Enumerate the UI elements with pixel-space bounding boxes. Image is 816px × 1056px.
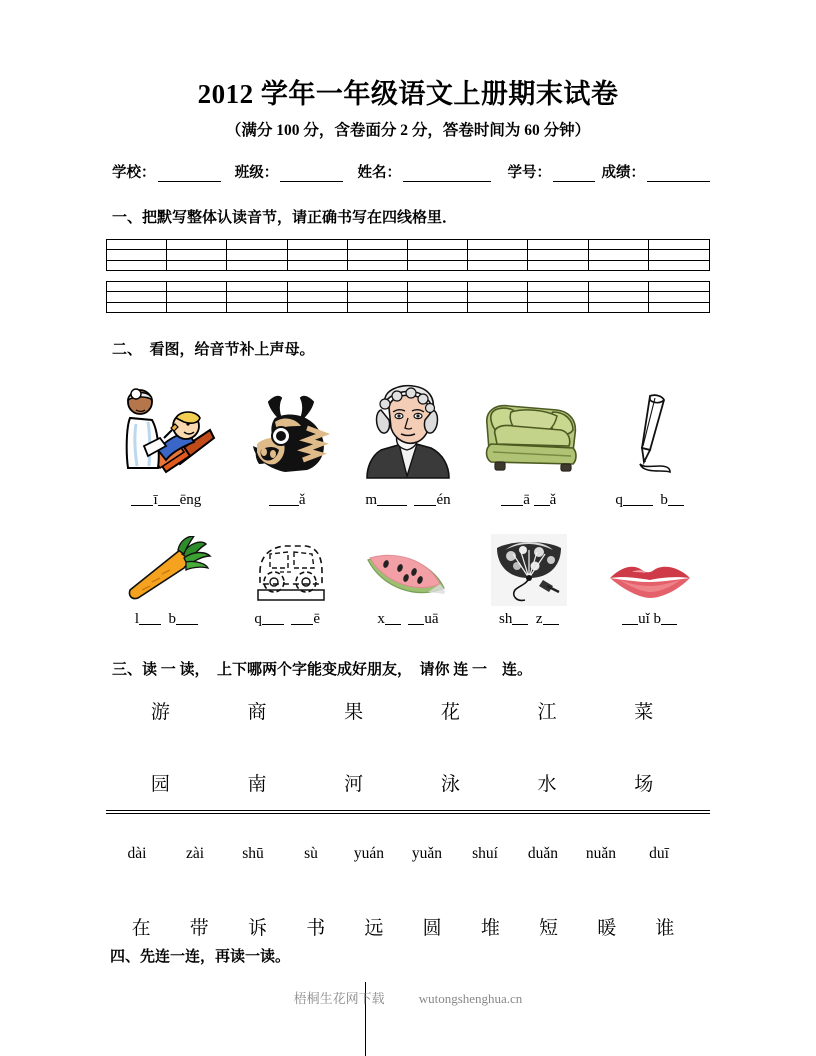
picture-cell bbox=[348, 530, 469, 606]
picture-cell bbox=[348, 382, 469, 480]
pinyin-item[interactable]: duǎn bbox=[527, 845, 559, 862]
grid-column[interactable] bbox=[107, 240, 167, 270]
pinyin-answer-7[interactable] bbox=[227, 611, 348, 628]
grid-line bbox=[528, 240, 587, 250]
grid-line bbox=[649, 261, 709, 270]
match-bottom-row bbox=[112, 769, 692, 796]
blank[interactable] bbox=[668, 492, 684, 506]
field-score-input[interactable] bbox=[647, 168, 710, 182]
pinyin-answer-5[interactable] bbox=[589, 492, 710, 509]
picture-row-1 bbox=[106, 382, 710, 480]
footer-site-cn: 梧桐生花网下载 bbox=[293, 991, 385, 1006]
grid-column[interactable] bbox=[589, 240, 649, 270]
grid-column[interactable] bbox=[408, 240, 468, 270]
pinyin-text: ē bbox=[313, 611, 321, 627]
field-student-id-label: 学号： bbox=[507, 165, 552, 181]
grid-line bbox=[107, 282, 166, 292]
blank[interactable] bbox=[623, 492, 653, 506]
match-char[interactable]: 游 bbox=[150, 702, 170, 723]
fan-icon bbox=[491, 534, 567, 606]
grid-line bbox=[348, 292, 407, 302]
picture-cell bbox=[468, 382, 589, 480]
grid-line bbox=[589, 292, 648, 302]
field-school-input[interactable] bbox=[158, 168, 221, 182]
grid-line bbox=[167, 261, 226, 270]
match-char[interactable]: 果 bbox=[344, 702, 364, 723]
grid-line bbox=[167, 292, 226, 302]
blank[interactable] bbox=[377, 492, 407, 506]
dentist-icon bbox=[114, 384, 218, 480]
grid-line bbox=[589, 240, 648, 250]
grid-column[interactable] bbox=[167, 240, 227, 270]
blank[interactable] bbox=[501, 492, 523, 506]
grid-line bbox=[408, 282, 467, 292]
grid-column[interactable] bbox=[528, 240, 588, 270]
pinyin-item[interactable]: dài bbox=[127, 845, 147, 862]
grid-line bbox=[288, 292, 347, 302]
field-student-id-input[interactable] bbox=[553, 168, 595, 182]
pinyin-text: uā bbox=[424, 611, 439, 627]
grid-line bbox=[288, 261, 347, 270]
blank[interactable] bbox=[622, 611, 638, 625]
character-item[interactable]: 在 bbox=[131, 918, 151, 939]
grid-line bbox=[589, 261, 648, 270]
match-char[interactable]: 场 bbox=[634, 774, 654, 795]
grid-line bbox=[227, 261, 286, 270]
pinyin-list-row bbox=[108, 845, 688, 863]
character-item[interactable]: 暖 bbox=[597, 918, 617, 939]
grid-line bbox=[227, 303, 286, 312]
section-three-heading: 三、读 一 读， 上下哪两个字能变成好朋友， 请你 连 一 连。 bbox=[112, 662, 533, 678]
character-item[interactable]: 谁 bbox=[655, 918, 675, 939]
blank[interactable] bbox=[291, 611, 313, 625]
pinyin-item[interactable]: duī bbox=[649, 845, 669, 862]
grid-line bbox=[288, 250, 347, 260]
field-name bbox=[358, 161, 494, 182]
pinyin-answer-1[interactable] bbox=[106, 492, 227, 509]
grid-line bbox=[528, 282, 587, 292]
grid-column[interactable] bbox=[107, 282, 167, 312]
grid-line bbox=[589, 282, 648, 292]
grid-line bbox=[528, 292, 587, 302]
page-subtitle: （满分 100 分，含卷面分 2 分，答卷时间为 60 分钟） bbox=[225, 122, 591, 139]
grid-line bbox=[649, 240, 709, 250]
grid-line bbox=[528, 303, 587, 312]
blank[interactable] bbox=[512, 611, 528, 625]
grid-line bbox=[408, 261, 467, 270]
grid-line bbox=[528, 250, 587, 260]
page-title: 2012 学年一年级语文上册期末试卷 bbox=[197, 79, 619, 109]
picture-cell bbox=[589, 382, 710, 480]
match-char[interactable]: 园 bbox=[150, 774, 170, 795]
character-item[interactable]: 书 bbox=[306, 918, 326, 939]
blank[interactable] bbox=[158, 492, 180, 506]
pinyin-text: uǐ bbox=[638, 611, 650, 627]
pinyin-text: ǎ bbox=[549, 492, 557, 508]
car-icon bbox=[244, 534, 330, 606]
grid-line bbox=[649, 292, 709, 302]
field-student-id bbox=[508, 161, 598, 182]
four-line-grid-2[interactable] bbox=[106, 281, 710, 313]
pinyin-item[interactable]: nuǎn bbox=[585, 845, 617, 862]
pinyin-item[interactable]: zài bbox=[185, 845, 205, 862]
grid-line bbox=[468, 250, 527, 260]
grid-line bbox=[167, 250, 226, 260]
pinyin-text: x bbox=[377, 611, 385, 627]
grid-line bbox=[227, 250, 286, 260]
pinyin-answer-2[interactable] bbox=[227, 492, 348, 509]
donkey-icon bbox=[237, 394, 337, 480]
grid-line bbox=[468, 292, 527, 302]
match-char[interactable]: 泳 bbox=[440, 774, 460, 795]
blank[interactable] bbox=[269, 492, 299, 506]
grid-line bbox=[408, 292, 467, 302]
grid-line bbox=[227, 282, 286, 292]
match-char[interactable]: 江 bbox=[537, 702, 557, 723]
grid-line bbox=[288, 282, 347, 292]
field-name-input[interactable] bbox=[403, 168, 491, 182]
picture-cell bbox=[468, 530, 589, 606]
pinyin-item[interactable]: shuí bbox=[472, 845, 498, 862]
picture-cell bbox=[106, 530, 227, 606]
pinyin-row-1 bbox=[106, 492, 710, 509]
field-class bbox=[235, 161, 346, 182]
grid-line bbox=[227, 240, 286, 250]
blank[interactable] bbox=[176, 611, 198, 625]
blank[interactable] bbox=[385, 611, 401, 625]
sofa-icon bbox=[469, 390, 589, 480]
field-school bbox=[112, 161, 223, 182]
grid-line bbox=[589, 303, 648, 312]
grid-line bbox=[107, 261, 166, 270]
pinyin-item[interactable]: yuǎn bbox=[411, 845, 443, 862]
grid-line bbox=[348, 261, 407, 270]
grid-column[interactable] bbox=[649, 240, 709, 270]
grid-column[interactable] bbox=[167, 282, 227, 312]
pinyin-item[interactable]: yuán bbox=[353, 845, 385, 862]
pinyin-row-2 bbox=[106, 611, 710, 628]
grid-line bbox=[288, 240, 347, 250]
grid-line bbox=[348, 303, 407, 312]
grid-column[interactable] bbox=[468, 240, 528, 270]
blank[interactable] bbox=[262, 611, 284, 625]
grid-column[interactable] bbox=[348, 282, 408, 312]
grid-column[interactable] bbox=[468, 282, 528, 312]
picture-cell bbox=[227, 382, 348, 480]
washington-icon bbox=[361, 384, 455, 480]
grid-line bbox=[107, 250, 166, 260]
character-item[interactable]: 远 bbox=[364, 918, 384, 939]
grid-line bbox=[167, 303, 226, 312]
picture-cell bbox=[227, 530, 348, 606]
character-list-row bbox=[112, 913, 694, 940]
grid-line bbox=[227, 292, 286, 302]
grid-line bbox=[468, 240, 527, 250]
grid-line bbox=[408, 303, 467, 312]
character-item[interactable]: 堆 bbox=[480, 918, 500, 939]
match-char[interactable]: 水 bbox=[537, 774, 557, 795]
grid-line bbox=[348, 282, 407, 292]
pinyin-answer-10[interactable] bbox=[589, 611, 710, 628]
match-char[interactable]: 菜 bbox=[634, 702, 654, 723]
match-char[interactable]: 南 bbox=[247, 774, 267, 795]
field-class-label: 班级： bbox=[234, 165, 279, 181]
grid-line bbox=[107, 292, 166, 302]
pinyin-text: b bbox=[660, 492, 668, 508]
pinyin-answer-3[interactable] bbox=[348, 492, 469, 509]
grid-column[interactable] bbox=[288, 240, 348, 270]
pinyin-text: ēng bbox=[179, 492, 202, 508]
grid-line bbox=[107, 303, 166, 312]
blank[interactable] bbox=[408, 611, 424, 625]
four-line-grid-1[interactable] bbox=[106, 239, 710, 271]
watermelon-icon bbox=[362, 544, 454, 606]
grid-column[interactable] bbox=[348, 240, 408, 270]
pinyin-answer-4[interactable] bbox=[468, 492, 589, 509]
grid-line bbox=[468, 261, 527, 270]
grid-line bbox=[167, 282, 226, 292]
section-divider-rule bbox=[106, 810, 710, 814]
footer-watermark bbox=[0, 988, 816, 1007]
grid-line bbox=[468, 303, 527, 312]
character-item[interactable]: 诉 bbox=[248, 918, 268, 939]
grid-line bbox=[107, 240, 166, 250]
grid-line bbox=[167, 240, 226, 250]
grid-line bbox=[468, 282, 527, 292]
section-one-heading: 一、把默写整体认读音节，请正确书写在四线格里． bbox=[112, 210, 458, 226]
match-char[interactable]: 花 bbox=[440, 702, 460, 723]
match-top-row bbox=[112, 697, 692, 724]
pinyin-text: q bbox=[615, 492, 623, 508]
match-char[interactable]: 商 bbox=[247, 702, 267, 723]
pinyin-answer-6[interactable] bbox=[106, 611, 227, 628]
blank[interactable] bbox=[139, 611, 161, 625]
pinyin-text: ā bbox=[523, 492, 530, 508]
pinyin-text: én bbox=[436, 492, 451, 508]
grid-column[interactable] bbox=[649, 282, 709, 312]
pinyin-item[interactable]: sù bbox=[304, 845, 318, 862]
student-info-row bbox=[112, 161, 712, 182]
grid-line bbox=[288, 303, 347, 312]
grid-line bbox=[649, 303, 709, 312]
field-school-label: 学校： bbox=[112, 165, 156, 181]
character-item[interactable]: 圆 bbox=[422, 918, 442, 939]
character-item[interactable]: 带 bbox=[189, 918, 209, 939]
pinyin-answer-9[interactable] bbox=[468, 611, 589, 628]
blank[interactable] bbox=[414, 492, 436, 506]
match-char[interactable]: 河 bbox=[344, 774, 364, 795]
grid-line bbox=[408, 240, 467, 250]
picture-row-2 bbox=[106, 530, 710, 606]
grid-line bbox=[649, 282, 709, 292]
pinyin-item[interactable]: shū bbox=[242, 845, 264, 862]
pinyin-text: b bbox=[168, 611, 176, 627]
pinyin-text: sh bbox=[499, 611, 513, 627]
grid-line bbox=[348, 240, 407, 250]
field-name-label: 姓名： bbox=[357, 165, 402, 181]
pinyin-text: l bbox=[134, 611, 139, 627]
section-two-heading: 二、 看图，给音节补上声母。 bbox=[112, 342, 315, 358]
character-item[interactable]: 短 bbox=[539, 918, 559, 939]
pinyin-answer-8[interactable] bbox=[348, 611, 469, 628]
pinyin-text: ī bbox=[153, 492, 158, 508]
grid-column[interactable] bbox=[288, 282, 348, 312]
grid-line bbox=[649, 250, 709, 260]
grid-line bbox=[589, 250, 648, 260]
grid-line bbox=[348, 250, 407, 260]
footer-site-url: wutongshenghua.cn bbox=[418, 991, 523, 1006]
blank[interactable] bbox=[131, 492, 153, 506]
blank[interactable] bbox=[534, 492, 550, 506]
pinyin-text: b bbox=[653, 611, 662, 627]
grid-column[interactable] bbox=[528, 282, 588, 312]
pinyin-text: m bbox=[365, 492, 377, 508]
pinyin-text: ǎ bbox=[298, 492, 306, 508]
pencil-icon bbox=[620, 388, 680, 480]
field-score-label: 成绩： bbox=[601, 165, 645, 181]
pinyin-text: z bbox=[535, 611, 543, 627]
picture-cell bbox=[106, 382, 227, 480]
grid-column[interactable] bbox=[408, 282, 468, 312]
picture-cell bbox=[589, 530, 710, 606]
section-four-heading: 四、先连一连，再读一读。 bbox=[110, 949, 291, 965]
field-class-input[interactable] bbox=[280, 168, 343, 182]
blank[interactable] bbox=[543, 611, 559, 625]
field-score bbox=[602, 161, 713, 182]
grid-column[interactable] bbox=[227, 240, 287, 270]
pinyin-text: q bbox=[254, 611, 262, 627]
grid-column[interactable] bbox=[589, 282, 649, 312]
carrot-icon bbox=[120, 536, 212, 606]
grid-line bbox=[408, 250, 467, 260]
grid-line bbox=[528, 261, 587, 270]
grid-column[interactable] bbox=[227, 282, 287, 312]
blank[interactable] bbox=[661, 611, 677, 625]
lips-icon bbox=[604, 558, 696, 606]
